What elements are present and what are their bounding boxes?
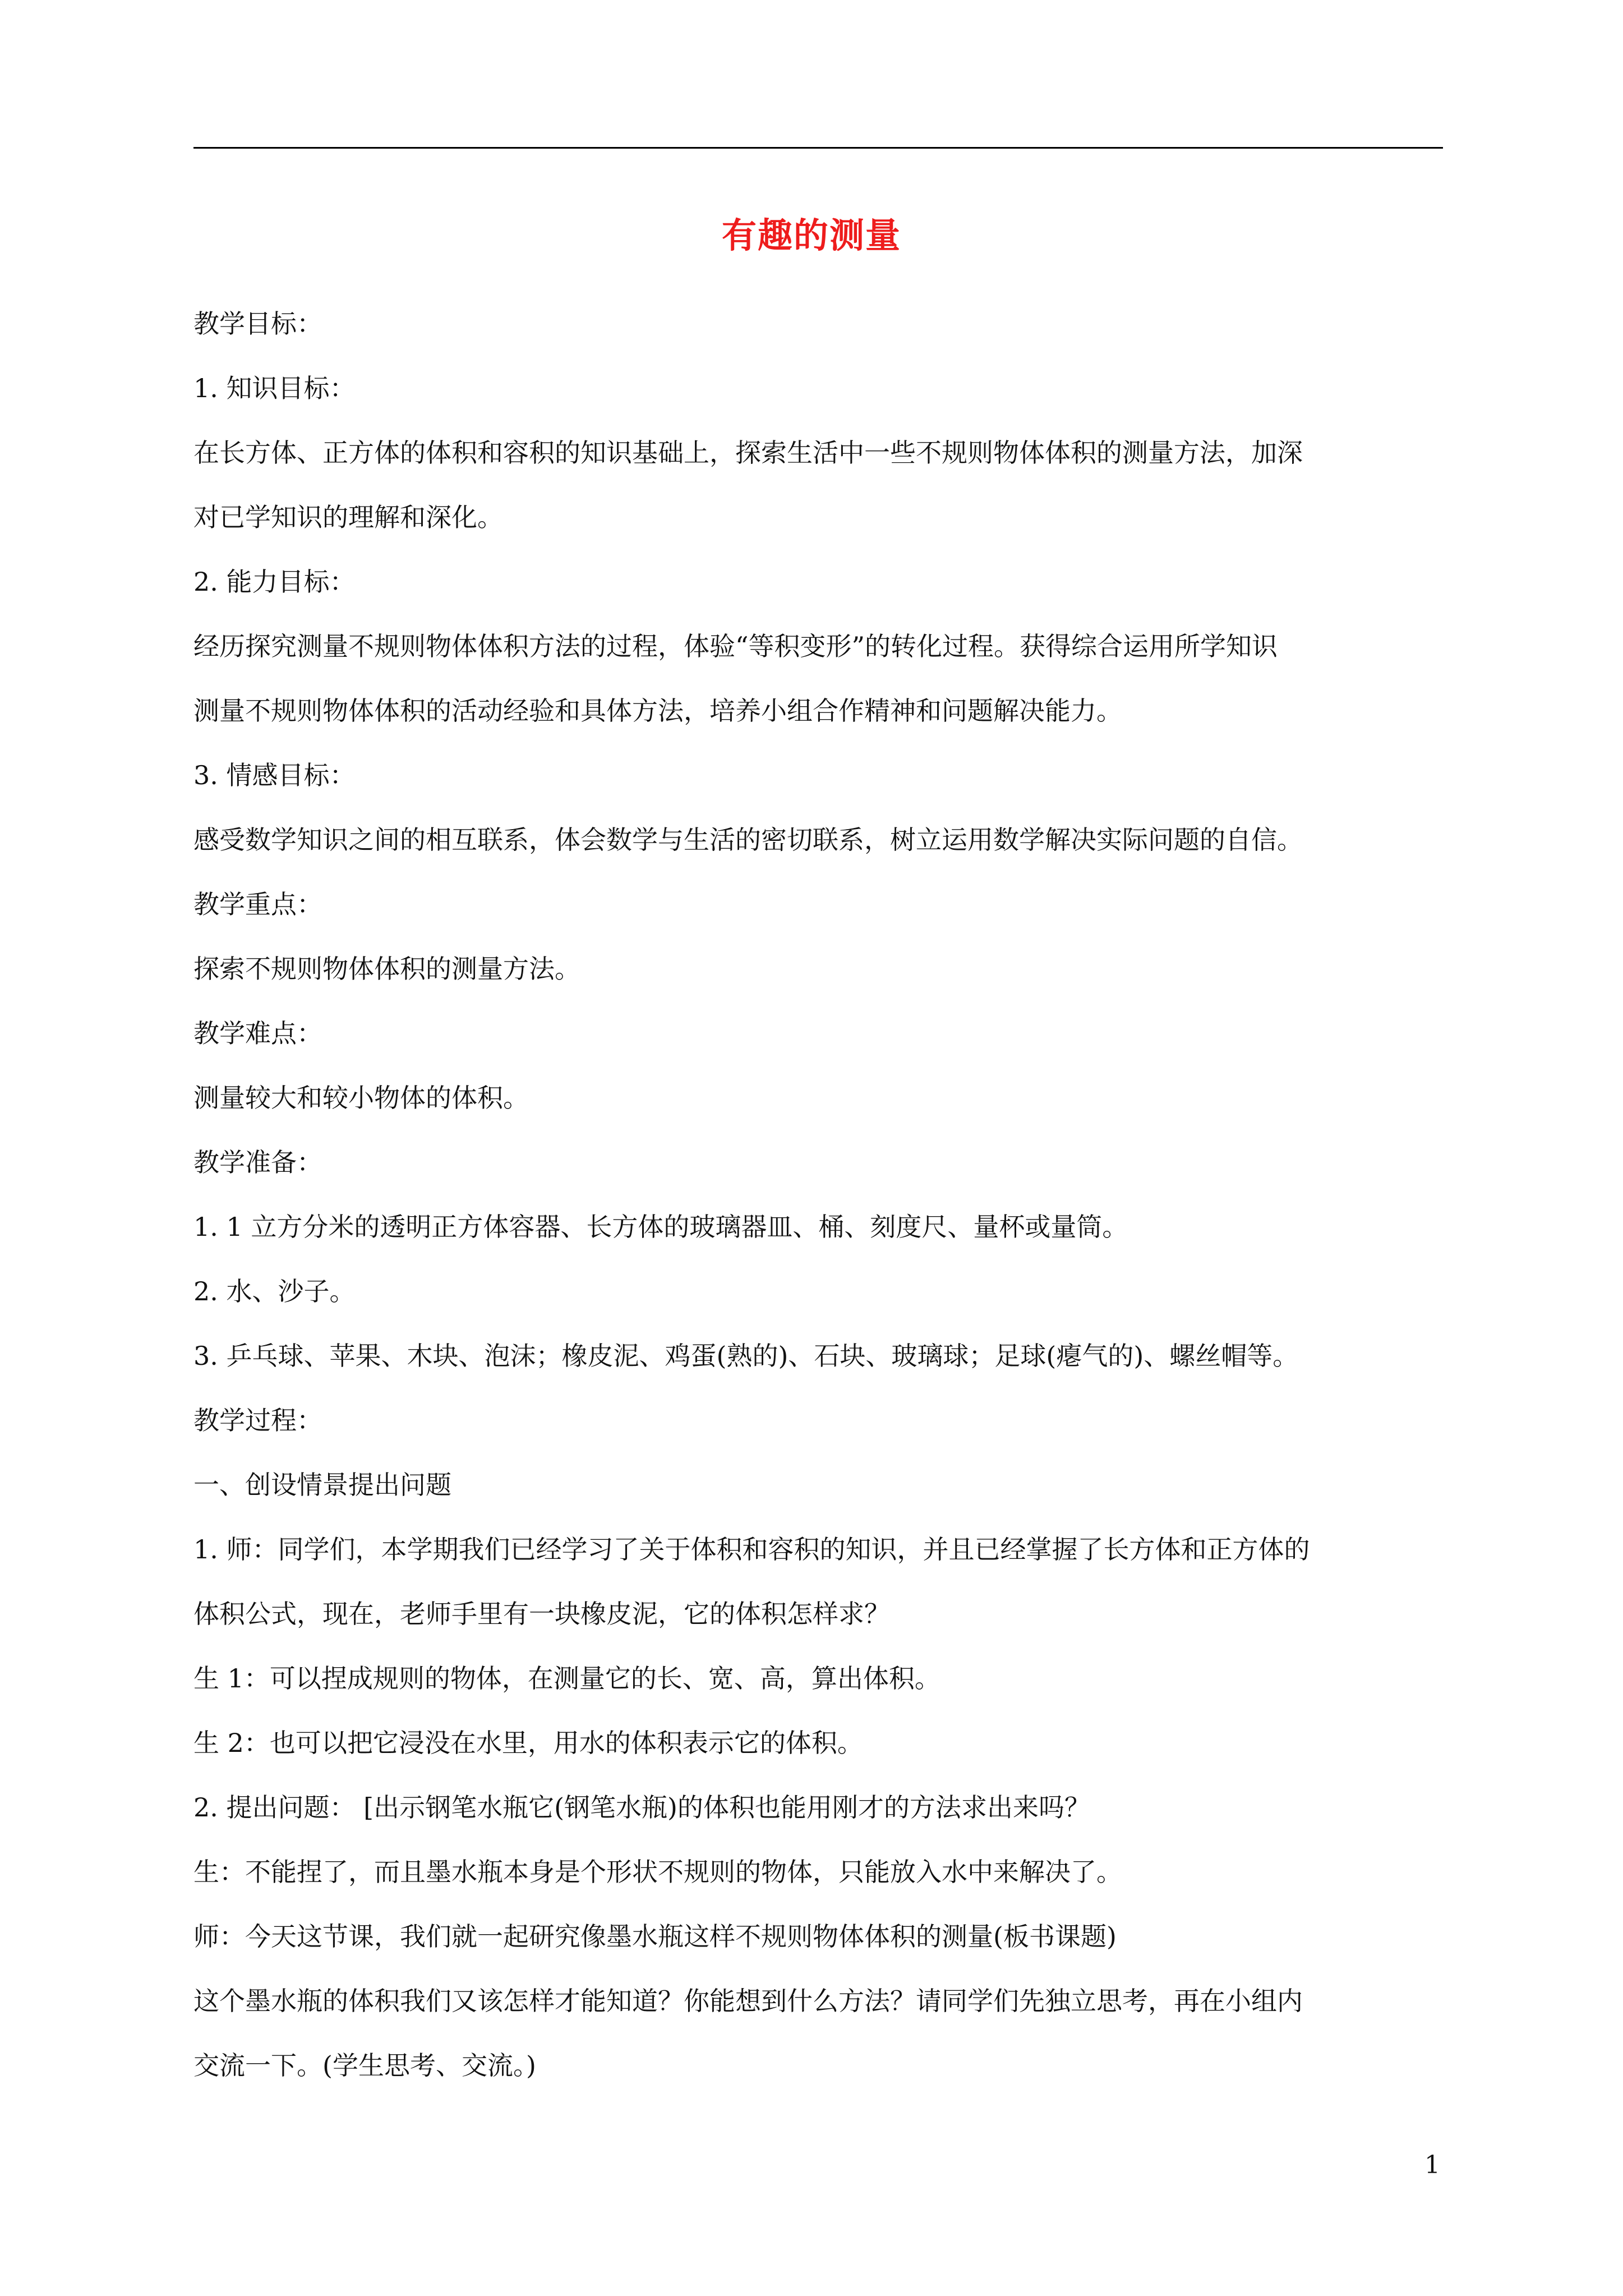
text-line: 生 2：也可以把它浸没在水里，用水的体积表示它的体积。 <box>193 1728 863 1758</box>
text-line: 生 1：可以捏成规则的物体，在测量它的长、宽、高，算出体积。 <box>193 1663 940 1694</box>
text-line: 2. 提出问题： [出示钢笔水瓶它(钢笔水瓶)的体积也能用刚才的方法求出来吗？ <box>193 1792 1090 1823</box>
text-line: 一、创设情景提出问题 <box>193 1470 451 1500</box>
text-line: 教学准备： <box>193 1147 322 1177</box>
page-number: 1 <box>1424 2151 1440 2179</box>
text-line: 生：不能捏了，而且墨水瓶本身是个形状不规则的物体，只能放入水中来解决了。 <box>193 1857 1122 1887</box>
header-rule <box>193 147 1443 149</box>
text-line: 1. 知识目标： <box>193 373 356 403</box>
text-line: 教学难点： <box>193 1018 322 1048</box>
text-line: 探索不规则物体体积的测量方法。 <box>193 954 580 984</box>
text-line: 体积公式，现在，老师手里有一块橡皮泥，它的体积怎样求？ <box>193 1599 890 1629</box>
text-line: 教学目标： <box>193 309 322 339</box>
text-line: 测量不规则物体体积的活动经验和具体方法，培养小组合作精神和问题解决能力。 <box>193 696 1122 726</box>
text-line: 师：今天这节课，我们就一起研究像墨水瓶这样不规则物体体积的测量(板书课题) <box>193 1921 1117 1952</box>
text-line: 教学重点： <box>193 889 322 919</box>
text-line: 交流一下。(学生思考、交流。) <box>193 2050 536 2081</box>
text-line: 3. 乒乓球、苹果、木块、泡沫；橡皮泥、鸡蛋(熟的)、石块、玻璃球；足球(瘪气的)、螺丝帽等。 <box>193 1341 1299 1371</box>
document-title: 有趣的测量 <box>721 215 901 256</box>
text-line: 1. 师：同学们，本学期我们已经学习了关于体积和容积的知识，并且已经掌握了长方体和正方体的 <box>193 1534 1310 1565</box>
text-line: 经历探究测量不规则物体体积方法的过程，体验“等积变形”的转化过程。获得综合运用所学知识 <box>193 631 1278 661</box>
text-line: 这个墨水瓶的体积我们又该怎样才能知道？你能想到什么方法？请同学们先独立思考，再在小组内 <box>193 1986 1303 2016</box>
document-body <box>193 292 1450 2098</box>
text-line: 教学过程： <box>193 1405 322 1435</box>
text-line: 在长方体、正方体的体积和容积的知识基础上，探索生活中一些不规则物体体积的测量方法，加深 <box>193 438 1303 468</box>
text-line: 感受数学知识之间的相互联系，体会数学与生活的密切联系，树立运用数学解决实际问题的自信。 <box>193 825 1303 855</box>
text-line: 3. 情感目标： <box>193 760 356 790</box>
text-line: 2. 水、沙子。 <box>193 1276 356 1306</box>
text-line: 测量较大和较小物体的体积。 <box>193 1083 529 1113</box>
text-line: 对已学知识的理解和深化。 <box>193 502 503 532</box>
text-line: 1. 1 立方分米的透明正方体容器、长方体的玻璃器皿、桶、刻度尺、量杯或量筒。 <box>193 1212 1128 1242</box>
text-line: 2. 能力目标： <box>193 567 356 597</box>
